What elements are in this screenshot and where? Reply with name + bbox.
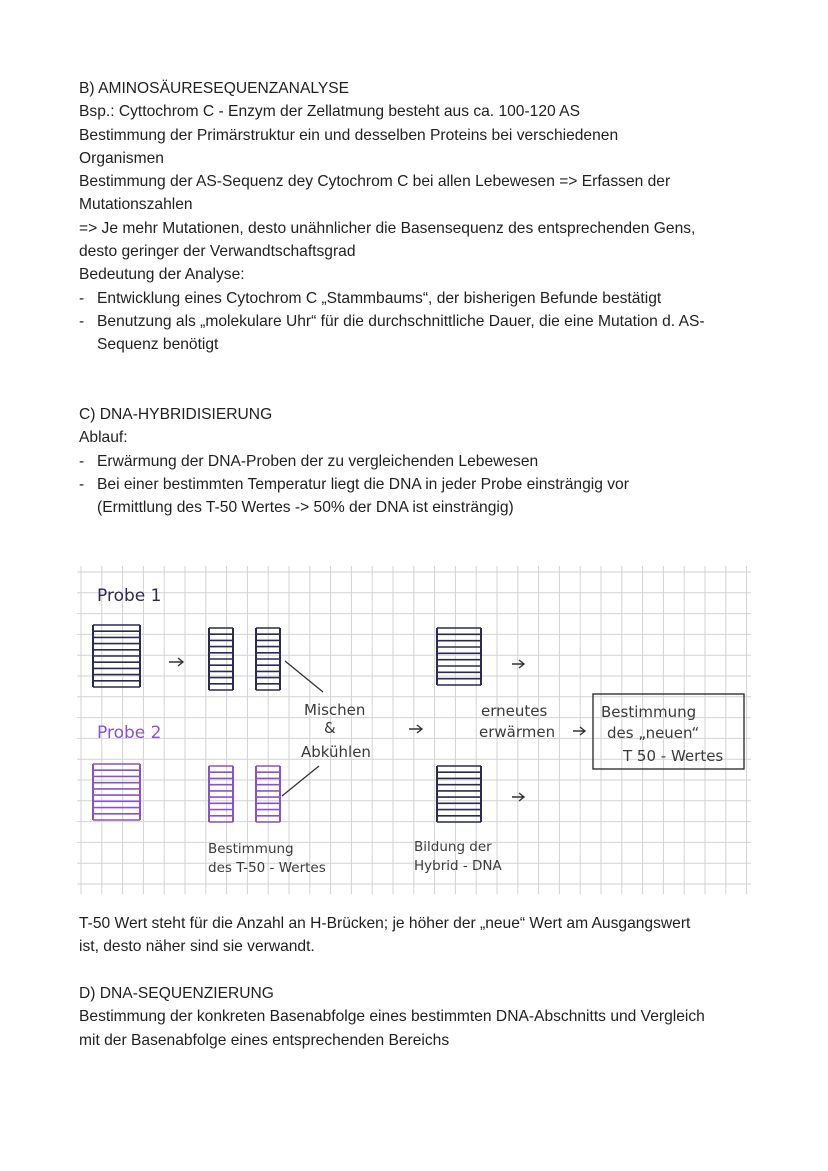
mischen-label: Mischen [304, 701, 366, 719]
text-line: Organismen [79, 149, 164, 167]
text-line: Bsp.: Cyttochrom C - Enzym der Zellatmung besteht aus ca. 100-120 AS [79, 103, 580, 121]
dna-single-strand [209, 628, 233, 690]
list-item-text: Entwicklung eines Cytochrom C „Stammbaums“, der bisherigen Befunde bestätigt [97, 289, 662, 307]
list-item-text: (Ermittlung des T-50 Wertes -> 50% der DNA ist einsträngig) [97, 499, 514, 517]
probe-2-label: Probe 2 [97, 723, 162, 743]
bullet-dash: - [79, 452, 85, 470]
hybrid-dna-label: Hybrid - DNA [414, 858, 502, 874]
erwaermen-label: erwärmen [479, 723, 556, 741]
list-item [79, 473, 759, 520]
section-aminosaeuresequenzanalyse [79, 77, 759, 357]
section-heading: D) DNA-SEQUENZIERUNG [79, 985, 274, 1002]
text-line: T-50 Wert steht für die Anzahl an H-Brücken; je höher der „neue“ Wert am Ausgangswert [79, 915, 691, 932]
bullet-dash: - [79, 289, 85, 307]
hybridization-sketch [77, 566, 751, 894]
text-line: Bedeutung der Analyse: [79, 266, 245, 284]
box-line-3: T 50 - Wertes [623, 747, 724, 765]
box-line-2: des „neuen“ [607, 724, 700, 742]
section-dna-sequenzierung [79, 982, 759, 1052]
erneutes-label: erneutes [481, 702, 548, 720]
list-item-text: Benutzung als „molekulare Uhr“ für die durchschnittliche Dauer, die eine Mutation d. AS- [97, 312, 705, 330]
bullet-dash: - [79, 475, 85, 493]
t50-explanation [79, 912, 759, 959]
probe-1-label: Probe 1 [97, 586, 162, 606]
list-item-text: Bei einer bestimmten Temperatur liegt die DNA in jeder Probe einsträngig vor [97, 475, 629, 493]
bullet-dash: - [79, 312, 85, 330]
text-line: mit der Basenabfolge eines entsprechenden Bereichs [79, 1031, 450, 1049]
text-line: Mutationszahlen [79, 196, 193, 214]
hybrid-dna [437, 766, 481, 822]
bestimmung-label: Bestimmung [208, 841, 294, 857]
arrow-icon [409, 725, 422, 733]
abkuehlen-label: Abkühlen [301, 743, 371, 761]
text-line: Ablauf: [79, 429, 128, 447]
list-item [79, 310, 759, 357]
t50-label: des T-50 - Wertes [208, 860, 326, 876]
text-line: desto geringer der Verwandtschaftsgrad [79, 243, 356, 261]
section-heading: C) DNA-HYBRIDISIERUNG [79, 406, 273, 423]
text-line: Bestimmung der konkreten Basenabfolge eines bestimmten DNA-Abschnitts und Vergleich [79, 1008, 705, 1026]
connector-line [282, 766, 319, 796]
list-item-text: Sequenz benötigt [97, 336, 219, 354]
section-heading: B) AMINOSÄURESEQUENZANALYSE [79, 80, 350, 97]
und-label: & [324, 719, 336, 737]
list-item-text: Erwärmung der DNA-Proben der zu vergleichenden Lebewesen [97, 452, 539, 470]
text-line: Bestimmung der Primärstruktur ein und desselben Proteins bei verschiedenen [79, 126, 619, 144]
bildung-label: Bildung der [414, 839, 492, 855]
section-dna-hybridisierung [79, 403, 759, 519]
text-line: => Je mehr Mutationen, desto unähnlicher die Basensequenz des entsprechenden Gens, [79, 219, 696, 237]
dna-single-strand [209, 766, 233, 822]
text-line: ist, desto näher sind sie verwandt. [79, 938, 315, 956]
list-item [79, 287, 759, 310]
arrow-icon [169, 658, 183, 666]
arrow-icon [573, 727, 585, 735]
box-line-1: Bestimmung [601, 703, 697, 721]
list-item [79, 450, 759, 473]
text-line: Bestimmung der AS-Sequenz dey Cytochrom C bei allen Lebewesen => Erfassen der [79, 173, 671, 191]
dna-double-strand [93, 764, 140, 820]
